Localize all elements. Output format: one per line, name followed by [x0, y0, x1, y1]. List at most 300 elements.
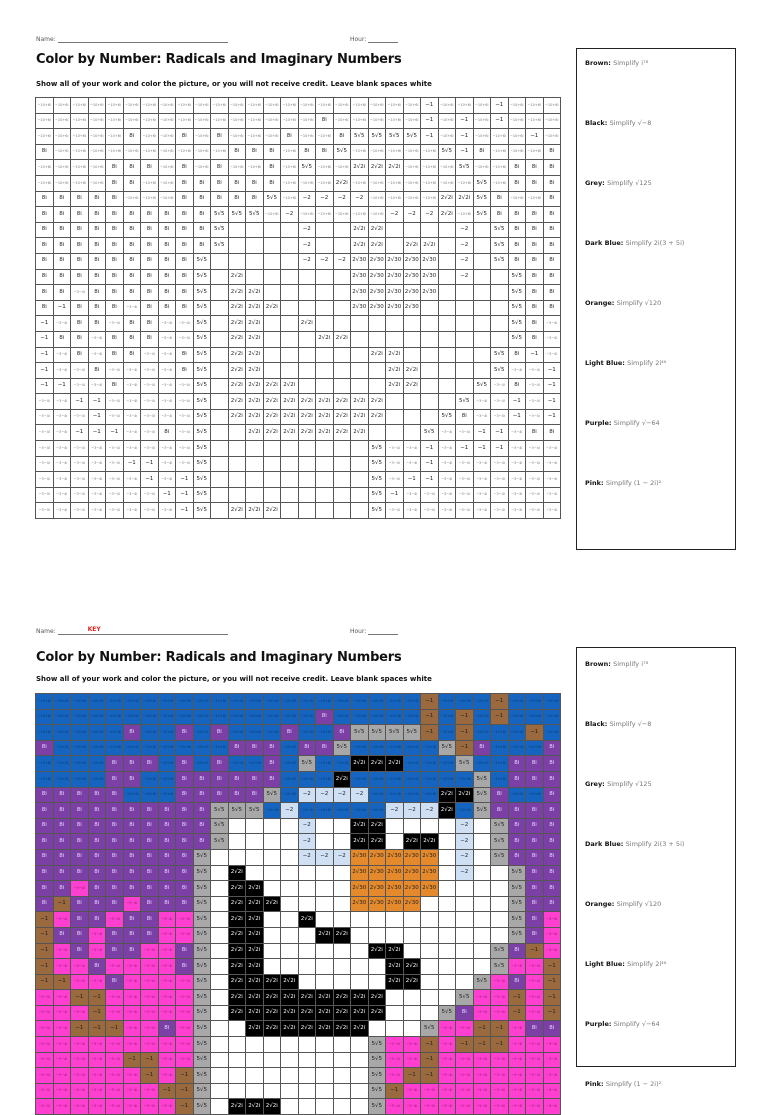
- grid-cell: 8i: [106, 269, 124, 285]
- grid-cell: 8i: [526, 1021, 544, 1037]
- grid-cell: [456, 974, 474, 990]
- grid-cell: 8i: [106, 756, 124, 772]
- grid-row: [36, 144, 561, 160]
- grid-cell: −10+6i: [228, 725, 246, 741]
- grid-cell: −10+6i: [438, 160, 456, 176]
- grid-cell: −1: [53, 378, 71, 394]
- grid-cell: 2√2i: [281, 1005, 299, 1021]
- grid-cell: 2√2i: [403, 378, 421, 394]
- grid-cell: −10+6i: [526, 787, 544, 803]
- grid-cell: −10+6i: [158, 144, 176, 160]
- grid-cell: 2√2i: [333, 331, 351, 347]
- grid-cell: −3−4i: [88, 456, 106, 472]
- legend-color-name: Black:: [585, 720, 610, 728]
- grid-cell: 2√2i: [298, 394, 316, 410]
- grid-cell: 8i: [71, 787, 89, 803]
- grid-cell: −10+6i: [193, 756, 211, 772]
- grid-cell: 5√5: [386, 129, 404, 145]
- grid-cell: 5√5: [473, 803, 491, 819]
- grid-cell: −3−4i: [526, 394, 544, 410]
- grid-cell: 8i: [228, 191, 246, 207]
- grid-cell: [246, 849, 264, 865]
- grid-cell: 5√5: [491, 818, 509, 834]
- grid-cell: −1: [526, 129, 544, 145]
- grid-cell: [281, 1083, 299, 1099]
- grid-cell: 5√5: [193, 316, 211, 332]
- grid-cell: −3−4i: [53, 409, 71, 425]
- grid-cell: −10+6i: [543, 98, 561, 114]
- grid-cell: −10+6i: [438, 709, 456, 725]
- grid-cell: −1: [403, 1068, 421, 1084]
- grid-cell: −3−4i: [106, 912, 124, 928]
- grid-cell: [281, 222, 299, 238]
- grid-cell: [333, 487, 351, 503]
- grid-cell: −3−4i: [158, 1037, 176, 1053]
- grid-cell: −10+6i: [386, 787, 404, 803]
- grid-cell: [228, 1021, 246, 1037]
- grid-cell: [281, 818, 299, 834]
- grid-cell: −3−4i: [491, 1068, 509, 1084]
- grid-cell: [333, 238, 351, 254]
- grid-cell: −1: [456, 441, 474, 457]
- grid-cell: −3−4i: [36, 1083, 54, 1099]
- legend-item: [585, 1020, 660, 1028]
- grid-cell: 2√30: [386, 253, 404, 269]
- grid-cell: −3−4i: [36, 1052, 54, 1068]
- grid-cell: [298, 1037, 316, 1053]
- grid-cell: 8i: [36, 285, 54, 301]
- grid-cell: −10+6i: [228, 129, 246, 145]
- grid-cell: 5√5: [368, 456, 386, 472]
- grid-cell: 2√30: [403, 881, 421, 897]
- grid-cell: −3−4i: [158, 363, 176, 379]
- grid-cell: −1: [473, 425, 491, 441]
- grid-cell: −2: [316, 849, 334, 865]
- grid-cell: 8i: [158, 803, 176, 819]
- grid-cell: 2√2i: [316, 927, 334, 943]
- grid-cell: −10+6i: [526, 113, 544, 129]
- grid-cell: 8i: [71, 191, 89, 207]
- grid-cell: −3−4i: [421, 503, 439, 519]
- grid-cell: 8i: [176, 959, 194, 975]
- grid-cell: 2√2i: [403, 834, 421, 850]
- grid-cell: −3−4i: [88, 1068, 106, 1084]
- grid-cell: 5√5: [491, 222, 509, 238]
- grid-cell: −10+6i: [71, 98, 89, 114]
- grid-cell: [246, 1068, 264, 1084]
- grid-cell: −10+6i: [281, 144, 299, 160]
- grid-cell: −10+6i: [53, 160, 71, 176]
- grid-cell: 2√30: [351, 300, 369, 316]
- grid-cell: [421, 300, 439, 316]
- grid-cell: −3−4i: [106, 503, 124, 519]
- grid-cell: [263, 472, 281, 488]
- grid-cell: −10+6i: [141, 725, 159, 741]
- hour-blank: [368, 628, 398, 635]
- grid-cell: −3−4i: [88, 1083, 106, 1099]
- grid-cell: −10+6i: [211, 144, 229, 160]
- grid-cell: [246, 487, 264, 503]
- grid-cell: 2√30: [351, 253, 369, 269]
- grid-cell: 5√5: [193, 331, 211, 347]
- grid-cell: −3−4i: [176, 394, 194, 410]
- grid-cell: −10+6i: [456, 175, 474, 191]
- grid-cell: −3−4i: [543, 1099, 561, 1115]
- grid-cell: −10+6i: [316, 694, 334, 710]
- grid-cell: −3−4i: [36, 1099, 54, 1115]
- grid-cell: −3−4i: [123, 1083, 141, 1099]
- grid-cell: 2√2i: [246, 300, 264, 316]
- grid-cell: 8i: [263, 160, 281, 176]
- grid-cell: 8i: [36, 253, 54, 269]
- grid-cell: 2√30: [421, 253, 439, 269]
- grid-cell: 8i: [88, 269, 106, 285]
- grid-cell: 2√2i: [333, 1021, 351, 1037]
- grid-cell: −10+6i: [333, 709, 351, 725]
- grid-cell: −10+6i: [193, 129, 211, 145]
- grid-cell: 8i: [473, 740, 491, 756]
- grid-cell: −3−4i: [403, 1052, 421, 1068]
- grid-cell: 2√2i: [316, 425, 334, 441]
- grid-cell: −1: [473, 1021, 491, 1037]
- grid-cell: 5√5: [193, 990, 211, 1006]
- grid-cell: 2√2i: [281, 990, 299, 1006]
- grid-cell: 8i: [193, 222, 211, 238]
- grid-cell: 2√2i: [228, 912, 246, 928]
- grid-cell: −3−4i: [473, 1099, 491, 1115]
- legend-item: [585, 239, 684, 247]
- grid-cell: 2√2i: [368, 222, 386, 238]
- grid-cell: −10+6i: [368, 803, 386, 819]
- grid-cell: 8i: [71, 943, 89, 959]
- grid-cell: −3−4i: [508, 1021, 526, 1037]
- grid-cell: −10+6i: [211, 694, 229, 710]
- grid-cell: −3−4i: [491, 456, 509, 472]
- grid-cell: −10+6i: [508, 98, 526, 114]
- grid-cell: −10+6i: [438, 725, 456, 741]
- grid-cell: [316, 943, 334, 959]
- grid-cell: −1: [36, 974, 54, 990]
- grid-cell: 8i: [176, 175, 194, 191]
- grid-cell: [281, 927, 299, 943]
- grid-cell: 8i: [53, 865, 71, 881]
- grid-cell: 8i: [123, 160, 141, 176]
- grid-cell: −3−4i: [141, 1021, 159, 1037]
- grid-cell: −1: [473, 1037, 491, 1053]
- grid-cell: 8i: [158, 881, 176, 897]
- grid-cell: 5√5: [193, 425, 211, 441]
- grid-cell: [351, 316, 369, 332]
- grid-cell: −10+6i: [36, 725, 54, 741]
- grid-row: [36, 803, 561, 819]
- grid-cell: −10+6i: [263, 803, 281, 819]
- grid-cell: 8i: [53, 269, 71, 285]
- grid-cell: 2√2i: [263, 503, 281, 519]
- grid-cell: [263, 881, 281, 897]
- grid-cell: −3−4i: [526, 456, 544, 472]
- grid-cell: −10+6i: [106, 113, 124, 129]
- grid-cell: 8i: [158, 238, 176, 254]
- grid-cell: 8i: [491, 191, 509, 207]
- grid-cell: 8i: [543, 285, 561, 301]
- grid-cell: 2√2i: [246, 1005, 264, 1021]
- grid-cell: [263, 253, 281, 269]
- grid-cell: 5√5: [368, 1052, 386, 1068]
- grid-cell: −3−4i: [36, 409, 54, 425]
- grid-cell: 5√5: [193, 269, 211, 285]
- grid-cell: 8i: [526, 834, 544, 850]
- grid-cell: −1: [456, 1037, 474, 1053]
- legend-color-name: Purple:: [585, 419, 614, 427]
- grid-cell: −3−4i: [88, 331, 106, 347]
- grid-cell: −2: [456, 834, 474, 850]
- grid-cell: [263, 818, 281, 834]
- grid-cell: 2√2i: [298, 990, 316, 1006]
- grid-cell: −2: [421, 207, 439, 223]
- grid-cell: [333, 1052, 351, 1068]
- grid-cell: [211, 1068, 229, 1084]
- grid-cell: 8i: [176, 849, 194, 865]
- grid-cell: −3−4i: [491, 487, 509, 503]
- grid-cell: [438, 347, 456, 363]
- grid-cell: −10+6i: [316, 175, 334, 191]
- grid-cell: 8i: [543, 160, 561, 176]
- grid-cell: 2√2i: [298, 1005, 316, 1021]
- legend-expression: Simplify 2i⁴⁶: [627, 960, 667, 968]
- grid-cell: 8i: [526, 927, 544, 943]
- grid-cell: [211, 316, 229, 332]
- grid-cell: 8i: [228, 771, 246, 787]
- grid-cell: 8i: [36, 834, 54, 850]
- grid-cell: −10+6i: [176, 113, 194, 129]
- grid-cell: 2√2i: [281, 425, 299, 441]
- grid-cell: 8i: [158, 253, 176, 269]
- grid-cell: [228, 238, 246, 254]
- grid-cell: −3−4i: [53, 1099, 71, 1115]
- grid-cell: −3−4i: [403, 1083, 421, 1099]
- grid-cell: −3−4i: [141, 487, 159, 503]
- grid-cell: 5√5: [193, 456, 211, 472]
- grid-cell: −10+6i: [351, 207, 369, 223]
- grid-cell: 8i: [71, 834, 89, 850]
- grid-cell: −10+6i: [158, 160, 176, 176]
- grid-cell: 8i: [141, 331, 159, 347]
- grid-cell: 8i: [141, 300, 159, 316]
- grid-cell: −10+6i: [508, 740, 526, 756]
- grid-cell: 2√30: [386, 881, 404, 897]
- grid-row: [36, 331, 561, 347]
- grid-row: [36, 1068, 561, 1084]
- grid-cell: 2√2i: [386, 347, 404, 363]
- grid-cell: 8i: [106, 818, 124, 834]
- grid-cell: −10+6i: [491, 160, 509, 176]
- grid-cell: 8i: [123, 285, 141, 301]
- grid-cell: −3−4i: [526, 409, 544, 425]
- grid-cell: 8i: [88, 253, 106, 269]
- grid-cell: −2: [316, 191, 334, 207]
- grid-cell: 2√2i: [228, 865, 246, 881]
- grid-cell: −3−4i: [421, 1083, 439, 1099]
- grid-cell: −10+6i: [123, 787, 141, 803]
- grid-cell: 8i: [176, 300, 194, 316]
- grid-row: [36, 865, 561, 881]
- grid-cell: [421, 896, 439, 912]
- grid-cell: 5√5: [421, 425, 439, 441]
- grid-cell: 8i: [123, 943, 141, 959]
- grid-cell: 8i: [141, 238, 159, 254]
- grid-cell: 2√30: [351, 269, 369, 285]
- grid-cell: [316, 912, 334, 928]
- grid-cell: 8i: [88, 959, 106, 975]
- grid-cell: 8i: [106, 331, 124, 347]
- grid-cell: 2√2i: [298, 912, 316, 928]
- grid-cell: 2√2i: [438, 803, 456, 819]
- grid-cell: 2√2i: [228, 285, 246, 301]
- grid-cell: 8i: [36, 787, 54, 803]
- grid-cell: −10+6i: [228, 113, 246, 129]
- grid-cell: 2√2i: [246, 896, 264, 912]
- grid-cell: −3−4i: [36, 1068, 54, 1084]
- grid-cell: −3−4i: [386, 472, 404, 488]
- grid-cell: −10+6i: [228, 709, 246, 725]
- grid-cell: −1: [421, 725, 439, 741]
- legend-expression: Simplify i⁷⁸: [613, 59, 649, 67]
- grid-cell: −10+6i: [281, 756, 299, 772]
- grid-cell: 8i: [543, 756, 561, 772]
- grid-cell: [333, 269, 351, 285]
- grid-cell: −10+6i: [543, 129, 561, 145]
- grid-cell: −3−4i: [158, 409, 176, 425]
- grid-cell: [228, 425, 246, 441]
- grid-cell: −3−4i: [491, 1099, 509, 1115]
- grid-cell: −10+6i: [421, 160, 439, 176]
- grid-cell: [211, 990, 229, 1006]
- grid-cell: −3−4i: [106, 1099, 124, 1115]
- grid-cell: 2√2i: [246, 927, 264, 943]
- grid-cell: [351, 472, 369, 488]
- grid-cell: −3−4i: [526, 363, 544, 379]
- grid-cell: 5√5: [351, 129, 369, 145]
- grid-cell: [211, 363, 229, 379]
- grid-cell: 8i: [123, 331, 141, 347]
- grid-cell: 5√5: [491, 238, 509, 254]
- grid-cell: −10+6i: [228, 756, 246, 772]
- grid-cell: 5√5: [473, 787, 491, 803]
- grid-cell: −10+6i: [368, 740, 386, 756]
- grid-cell: −3−4i: [106, 990, 124, 1006]
- grid-cell: −1: [491, 694, 509, 710]
- grid-cell: 2√2i: [246, 974, 264, 990]
- grid-cell: −3−4i: [53, 959, 71, 975]
- grid-cell: −10+6i: [193, 98, 211, 114]
- grid-cell: −10+6i: [193, 144, 211, 160]
- grid-cell: [281, 849, 299, 865]
- legend-color-name: Brown:: [585, 660, 614, 668]
- grid-cell: 8i: [508, 253, 526, 269]
- grid-cell: −10+6i: [456, 803, 474, 819]
- grid-cell: [263, 487, 281, 503]
- grid-cell: 8i: [88, 285, 106, 301]
- grid-cell: −3−4i: [123, 472, 141, 488]
- grid-cell: −3−4i: [141, 363, 159, 379]
- grid-cell: 5√5: [246, 803, 264, 819]
- grid-cell: 2√2i: [228, 347, 246, 363]
- grid-cell: −10+6i: [403, 98, 421, 114]
- grid-cell: [281, 487, 299, 503]
- grid-cell: 2√30: [368, 285, 386, 301]
- grid-cell: 5√5: [228, 207, 246, 223]
- grid-row: [36, 990, 561, 1006]
- grid-row: [36, 409, 561, 425]
- grid-cell: [316, 1083, 334, 1099]
- grid-cell: [403, 394, 421, 410]
- grid-cell: −10+6i: [141, 98, 159, 114]
- grid-cell: 8i: [88, 787, 106, 803]
- grid-cell: −10+6i: [36, 98, 54, 114]
- grid-cell: 2√2i: [228, 331, 246, 347]
- grid-row: [36, 207, 561, 223]
- grid-cell: −3−4i: [158, 331, 176, 347]
- grid-cell: −3−4i: [543, 316, 561, 332]
- grid-cell: 8i: [88, 896, 106, 912]
- grid-row: [36, 160, 561, 176]
- grid-cell: −10+6i: [53, 771, 71, 787]
- grid-cell: 8i: [316, 144, 334, 160]
- grid-cell: −3−4i: [473, 1005, 491, 1021]
- hour-field-line: [350, 36, 398, 43]
- grid-cell: [263, 222, 281, 238]
- grid-cell: [368, 959, 386, 975]
- grid-cell: −10+6i: [386, 175, 404, 191]
- grid-cell: 2√2i: [403, 238, 421, 254]
- grid-cell: [403, 943, 421, 959]
- grid-cell: −3−4i: [36, 394, 54, 410]
- grid-cell: −3−4i: [123, 425, 141, 441]
- grid-cell: −1: [421, 98, 439, 114]
- grid-cell: −10+6i: [158, 756, 176, 772]
- grid-cell: −3−4i: [106, 394, 124, 410]
- grid-cell: −3−4i: [71, 1005, 89, 1021]
- grid-cell: 2√30: [368, 253, 386, 269]
- grid-row: [36, 472, 561, 488]
- grid-cell: 2√30: [403, 300, 421, 316]
- grid-cell: −3−4i: [386, 441, 404, 457]
- grid-cell: [316, 285, 334, 301]
- grid-cell: −10+6i: [71, 709, 89, 725]
- grid-cell: −3−4i: [53, 912, 71, 928]
- grid-cell: −2: [456, 818, 474, 834]
- grid-cell: −10+6i: [71, 113, 89, 129]
- grid-cell: 8i: [491, 787, 509, 803]
- grid-cell: 2√2i: [368, 160, 386, 176]
- grid-cell: −3−4i: [491, 990, 509, 1006]
- grid-cell: −10+6i: [508, 113, 526, 129]
- grid-cell: 5√5: [193, 974, 211, 990]
- grid-cell: 8i: [141, 818, 159, 834]
- grid-cell: −3−4i: [123, 1099, 141, 1115]
- grid-cell: −1: [36, 959, 54, 975]
- grid-cell: −10+6i: [36, 694, 54, 710]
- grid-cell: [211, 331, 229, 347]
- grid-cell: −10+6i: [473, 694, 491, 710]
- grid-cell: −10+6i: [508, 191, 526, 207]
- grid-cell: 8i: [526, 818, 544, 834]
- grid-cell: 8i: [211, 725, 229, 741]
- grid-cell: −10+6i: [88, 98, 106, 114]
- grid-cell: 8i: [141, 834, 159, 850]
- grid-cell: −1: [386, 1083, 404, 1099]
- grid-cell: −1: [543, 394, 561, 410]
